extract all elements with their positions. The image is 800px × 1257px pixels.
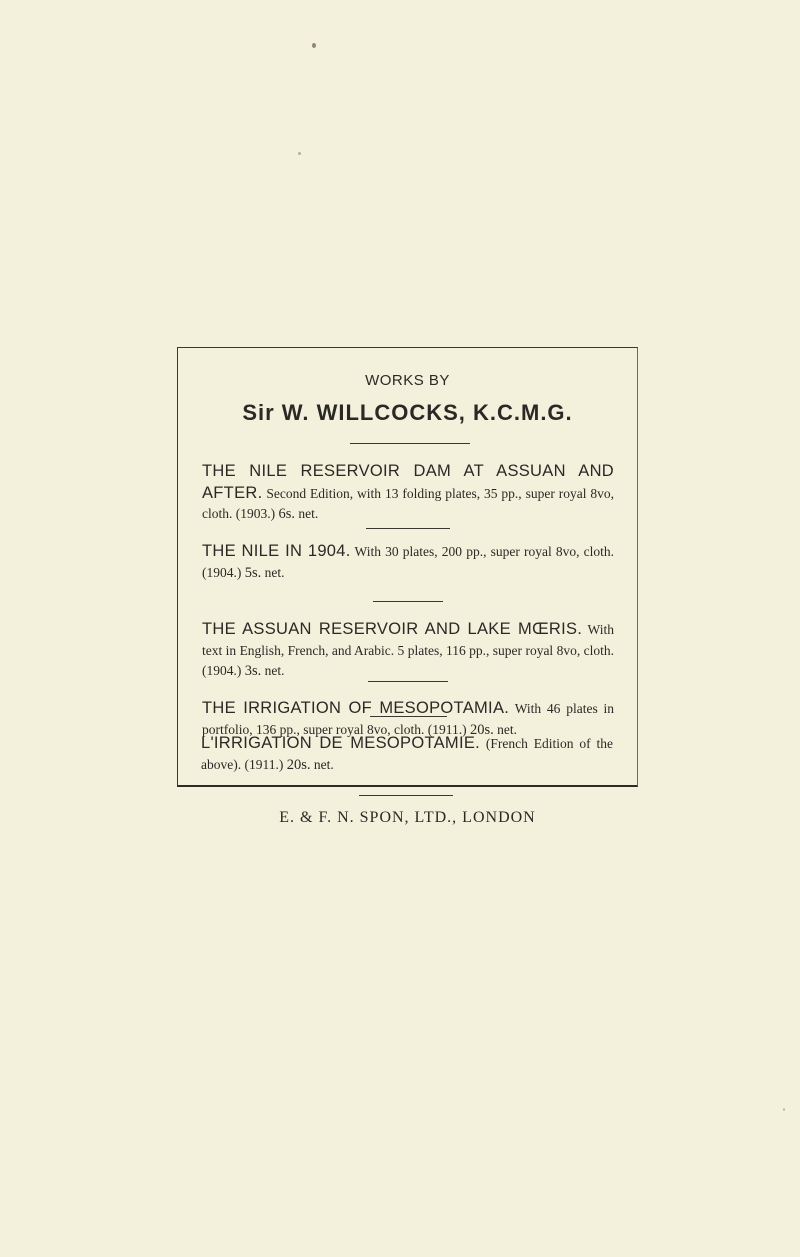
- book-title: THE NILE RESERVOIR DAM AT ASSUAN AND AFTER.: [202, 462, 614, 502]
- book-entry: [201, 733, 613, 775]
- book-title: THE ASSUAN RESERVOIR AND LAKE MŒRIS.: [202, 620, 583, 638]
- lower-entries: [177, 0, 638, 1257]
- book-price-net: net.: [313, 756, 334, 772]
- book-details: With text in English, French, and Arabic. 5 plates, 116 pp., super royal 8vo, cloth. (1904.): [202, 622, 614, 678]
- book-price: 20s.: [286, 756, 311, 773]
- book-price: 20s.: [469, 721, 494, 738]
- book-price-net: net.: [264, 663, 285, 678]
- book-price: 6s.: [278, 506, 296, 522]
- author-name: Sir W. WILLCOCKS, K.C.M.G.: [242, 400, 573, 425]
- divider: [370, 716, 447, 717]
- book-price-net: net.: [264, 564, 285, 580]
- book-price-net: net.: [497, 721, 517, 737]
- works-by-heading: WORKS BY: [365, 372, 450, 389]
- divider: [359, 795, 453, 796]
- book-details: Second Edition, with 13 folding plates, 35 pp., super royal 8vo, cloth. (1903.): [202, 485, 614, 521]
- book-details: (French Edition of the above). (1911.): [201, 736, 613, 772]
- book-price: 3s.: [244, 663, 262, 679]
- publisher-imprint: E. & F. N. SPON, LTD., LONDON: [279, 809, 536, 826]
- book-price-net: net.: [298, 506, 319, 521]
- book-title: THE IRRIGATION OF MESOPOTAMIA.: [202, 699, 510, 717]
- book-details: With 46 plates in portfolio, 136 pp., super royal 8vo, cloth. (1911.): [202, 701, 614, 737]
- book-title: THE NILE IN 1904.: [202, 542, 351, 560]
- book-price: 5s.: [244, 564, 262, 581]
- book-details: With 30 plates, 200 pp., super royal 8vo, cloth. (1904.): [202, 544, 614, 580]
- paper-speck: [783, 1108, 785, 1111]
- book-title: L'IRRIGATION DE MESOPOTAMIE.: [201, 734, 481, 752]
